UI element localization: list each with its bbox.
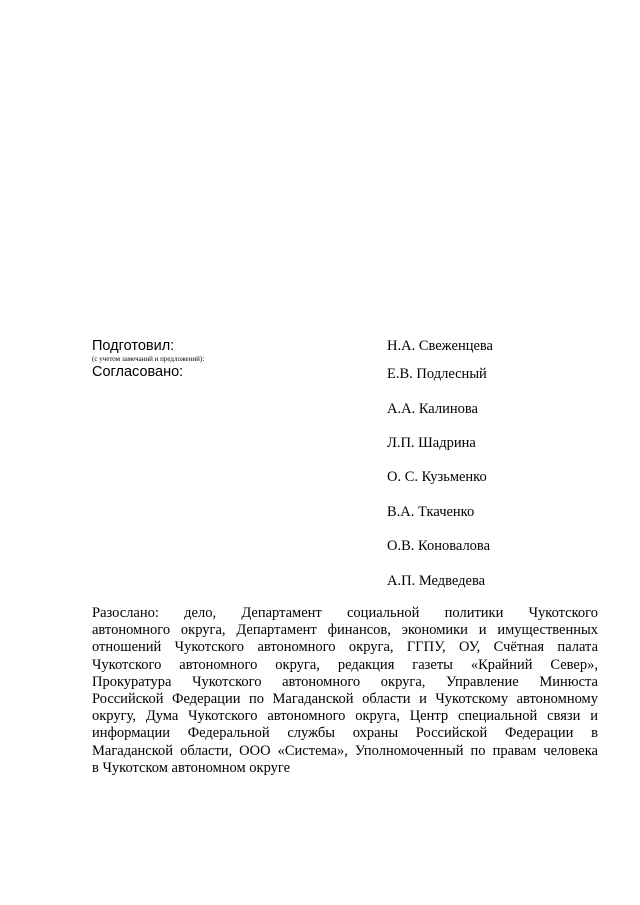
agreed-name: В.А. Ткаченко [387,504,475,520]
distribution-line: округу, Дума Чукотского автономного округа, Центр специальной связи и [92,708,598,725]
distribution-line: Разослано: дело, Департамент социальной политики Чукотского [92,605,598,621]
prepared-block [92,338,362,381]
distribution-line: Российской Федерации по Магаданской области и Чукотскому автономному [92,691,598,708]
agreed-name: А.П. Медведева [387,573,486,589]
agreed-name: Л.П. Шадрина [387,435,476,451]
agreed-name: Е.В. Подлесный [387,366,487,382]
distribution-line: в Чукотском автономном округе [92,759,291,776]
distribution-line: Прокуратура Чукотского автономного округа, Управление Минюста [92,673,598,690]
prepared-label: Подготовил: [92,338,175,354]
distribution-line: автономного округа, Департамент финансов, экономики и имущественных [92,622,598,639]
prepared-name: Н.А. Свеженцева [387,338,493,354]
agreed-name: О. С. Кузьменко [387,469,487,485]
prepared-note: (с учетом замечаний и предложений): [92,355,205,363]
agreed-label: Согласовано: [92,364,184,380]
distribution-line: Чукотского автономного округа, редакция газеты «Крайний Север», [92,656,598,673]
agreed-name: А.А. Калинова [387,401,478,417]
agreed-name: О.В. Коновалова [387,538,491,554]
distribution-line: информации Федеральной службы охраны Российской Федерации в [92,725,598,742]
distribution-line: отношений Чукотского автономного округа, ГГПУ, ОУ, Счётная палата [92,639,598,656]
distribution-paragraph [92,605,598,777]
distribution-line: Магаданской области, ООО «Система», Уполномоченный по правам человека [92,742,598,759]
